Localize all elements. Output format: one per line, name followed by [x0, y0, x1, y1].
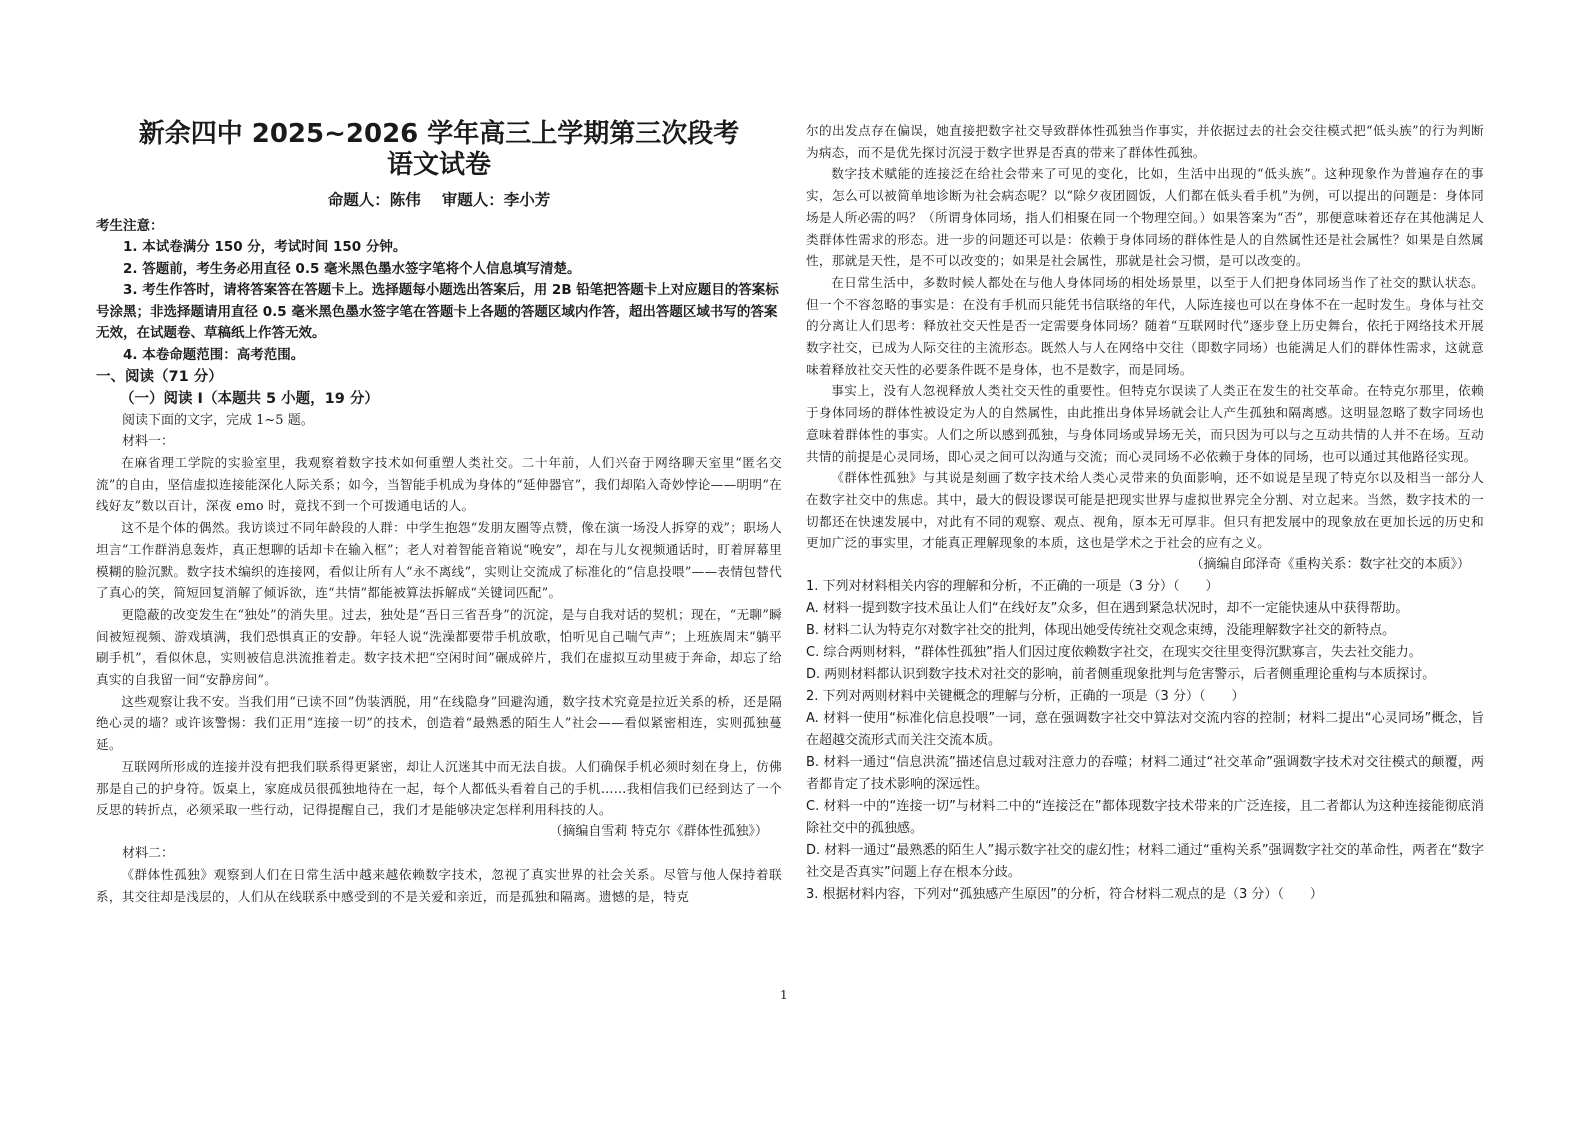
material2-source: （摘编自邱泽奇《重构关系：数字社交的本质》）	[1190, 557, 1470, 573]
section-title: 一、阅读（71 分）	[96, 369, 223, 385]
question-option: C. 材料一中的“连接一切”与材料二中的“连接泛在”都体现数字技术带来的广泛连接，且二者都认为这种连接能彻底消除社交中的孤独感。	[806, 799, 1484, 837]
material2-label: 材料二：	[122, 845, 175, 861]
left-column	[96, 118, 782, 907]
exam-subtitle: 语文试卷	[386, 150, 491, 180]
notice-item: 1. 本试卷满分 150 分，考试时间 150 分钟。	[123, 239, 407, 255]
question-option: D. 材料一通过“最熟悉的陌生人”揭示数字社交的虚幻性；材料二通过“重构关系”强调数字社交的革命性，两者在“数字社交是否真实”问题上存在根本分歧。	[806, 843, 1484, 881]
exam-title: 新余四中 2025~2026 学年高三上学期第三次段考	[138, 119, 740, 149]
notice-item: 4. 本卷命题范围：高考范围。	[123, 346, 305, 363]
question-stem: 3. 根据材料内容，下列对“孤独感产生原因”的分析，符合材料二观点的是（3 分）（ ）	[806, 887, 1323, 903]
material1-label: 材料一：	[122, 434, 175, 449]
material1-paragraph: 更隐蔽的改变发生在“独处”的消失里。过去，独处是“吾日三省吾身”的沉淀，是与自我对话的契机；现在，“无聊”瞬间被短视频、游戏填满，我们恐惧真正的安静。年轻人说“洗澡都要带手机放歌，怕听见自己喘气声”；上班族周末“躺平刷手机”，看似休息，实则被信息洪流推着走。数字技术把“空闲时间”碾成碎片，我们在虚拟互动里疲于奔命，却忘了给真实的自我留一间“安静房间”。	[96, 606, 782, 688]
material1-source: （摘编自雪莉 特克尔《群体性孤独》）	[549, 823, 768, 839]
question-option: A. 材料一提到数字技术虽让人们“在线好友”众多，但在遇到紧急状况时，却不一定能快速从中获得帮助。	[806, 601, 1409, 617]
notice-item: 3. 考生作答时，请将答案答在答题卡上。选择题每小题选出答案后，用 2B 铅笔把答题卡上对应题目的答案标号涂黑；非选择题请用直径 0.5 毫米黑色墨水签字笔在答题卡上各题的答题区域内作答，超出答题区域书写的答案无效，在试题卷、草稿纸上作答无效。	[96, 282, 779, 341]
notice-heading: 考生注意：	[96, 218, 164, 234]
question-option: B. 材料一通过“信息洪流”描述信息过载对注意力的吞噬；材料二通过“社交革命”强调数字技术对交往模式的颠覆，两者都肯定了技术影响的深远性。	[806, 755, 1484, 793]
notice-item: 2. 答题前，考生务必用直径 0.5 毫米黑色墨水签字笔将个人信息填写清楚。	[123, 260, 581, 277]
page-number: 1	[780, 988, 788, 1002]
question-option: B. 材料二认为特克尔对数字社交的批判，体现出她受传统社交观念束缚，没能理解数字社交的新特点。	[806, 623, 1396, 639]
material2-paragraph: 尔的出发点存在偏误，她直接把数字社交导致群体性孤独当作事实，并依据过去的社会交往模式把“低头族”的行为判断为病态，而不是优先探讨沉浸于数字世界是否真的带来了群体性孤独。	[806, 123, 1484, 160]
material2-paragraph: 在日常生活中，多数时候人都处在与他人身体同场的相处场景里，以至于人们把身体同场当作了社交的默认状态。但一个不容忽略的事实是：在没有手机而只能凭书信联络的年代，人际连接也可以在身体不在一起时发生。身体与社交的分离让人们思考：释放社交天性是否一定需要身体同场？随着“互联网时代”逐步登上历史舞台，依托于网络技术开展数字社交，已成为人际交往的主流形态。既然人与人在网络中交往（即数字同场）也能满足人们的群体性需求，这就意味着释放社交天性的必要条件既不是身体，也不是数字，而是同场。	[806, 274, 1484, 377]
instruction: 阅读下面的文字，完成 1~5 题。	[122, 413, 314, 428]
material1-paragraph: 在麻省理工学院的实验室里，我观察着数字技术如何重塑人类社交。二十年前，人们兴奋于网络聊天室里“匿名交流”的自由，坚信虚拟连接能深化人际关系；如今，当智能手机成为身体的“延伸器官”，我们却陷入奇妙悖论——明明“在线好友”数以百计，深夜 emo 时，竟找不到一个可拨通电话的人。	[96, 455, 782, 514]
question-option: D. 两则材料都认识到数字技术对社交的影响，前者侧重现象批判与危害警示，后者侧重理论重构与本质探讨。	[806, 667, 1436, 683]
question-option: A. 材料一使用“标准化信息投喂”一词，意在强调数字社交中算法对交流内容的控制；材料二提出“心灵同场”概念，旨在超越交流形式而关注交流本质。	[806, 711, 1484, 749]
material1-paragraph: 这不是个体的偶然。我访谈过不同年龄段的人群：中学生抱怨“发朋友圈等点赞，像在演一场没人拆穿的戏”；职场人坦言“工作群消息轰炸，真正想聊的话却卡在输入框”；老人对着智能音箱说“晚安”，却在与儿女视频通话时，盯着屏幕里模糊的脸沉默。数字技术编织的连接网，看似让所有人“永不离线”，实则让交流成了标准化的“信息投喂”——表情包替代了真心的笑，简短回复消解了倾诉欲，连“共情”都能被算法拆解成“关键词匹配”。	[96, 520, 782, 601]
exam-setter: 命题人：陈伟 审题人：李小芳	[327, 191, 551, 209]
right-column	[806, 120, 1484, 906]
material1-paragraph: 互联网所形成的连接并没有把我们联系得更紧密，却让人沉迷其中而无法自拔。人们确保手机必须时刻在身上，仿佛那是自己的护身符。饭桌上，家庭成员很孤独地待在一起，每个人都低头看着自己的手机……我相信我们已经到达了一个反思的转折点，必须采取一些行动，记得提醒自己，我们才是能够决定怎样利用科技的人。	[96, 758, 782, 818]
material2-paragraph: 数字技术赋能的连接泛在给社会带来了可见的变化，比如，生活中出现的“低头族”。这种现象作为普遍存在的事实，怎么可以被简单地诊断为社会病态呢？以“除夕夜团圆饭，人们都在低头看手机”为例，可以提出的问题是：身体同场是人所必需的吗？（所谓身体同场，指人们相聚在同一个物理空间。）如果答案为“否”，那便意味着还存在其他满足人类群体性需求的形态。进一步的问题还可以是：依赖于身体同场的群体性是人的自然属性还是社会属性？如果是自然属性，那就是天性，是不可以改变的；如果是社会属性，那就是社会习惯，是可以改变的。	[806, 166, 1484, 269]
section-subtitle: （一）阅读 I（本题共 5 小题，19 分）	[120, 391, 379, 407]
material2-paragraph: 《群体性孤独》观察到人们在日常生活中越来越依赖数字技术，忽视了真实世界的社会关系。尽管与他人保持着联系，其交往却是浅层的，人们从在线联系中感受到的不是关爱和亲近，而是孤独和隔离。遗憾的是，特克	[96, 866, 782, 904]
question-stem: 2. 下列对两则材料中关键概念的理解与分析，正确的一项是（3 分）（ ）	[806, 689, 1245, 705]
material2-paragraph: 《群体性孤独》与其说是刻画了数字技术给人类心灵带来的负面影响，还不如说是呈现了特克尔以及相当一部分人在数字社交中的焦虑。其中，最大的假设谬误可能是把现实世界与虚拟世界完全分割、对立起来。当然，数字技术的一切都还在快速发展中，对此有不同的观察、观点、视角，原本无可厚非。但只有把发展中的现象放在更加长远的历史和更加广泛的事实里，才能真正理解现象的本质，这也是学术之于社会的应有之义。	[806, 470, 1484, 551]
material1-paragraph: 这些观察让我不安。当我们用“已读不回”伪装洒脱，用“在线隐身”回避沟通，数字技术究竟是拉近关系的桥，还是隔绝心灵的墙？或许该警惕：我们正用“连接一切”的技术，创造着“最熟悉的陌生人”社会——看似紧密相连，实则孤独蔓延。	[96, 693, 782, 753]
question-stem: 1. 下列对材料相关内容的理解和分析，不正确的一项是（3 分）（ ）	[806, 579, 1219, 595]
question-option: C. 综合两则材料，“群体性孤独”指人们因过度依赖数字社交，在现实交往里变得沉默寡言，失去社交能力。	[806, 645, 1422, 661]
material2-paragraph: 事实上，没有人忽视释放人类社交天性的重要性。但特克尔误读了人类正在发生的社交革命。在特克尔那里，依赖于身体同场的群体性被设定为人的自然属性，由此推出身体异场就会让人产生孤独和隔离感。这明显忽略了数字同场也意味着群体性的事实。人们之所以感到孤独，与身体同场或异场无关，而只因为可以与之互动共情的人并不在场。互动共情的前提是心灵同场，即心灵之间可以沟通与交流；而心灵同场不必依赖于身体的同场，也可以通过其他路径实现。	[806, 383, 1484, 464]
